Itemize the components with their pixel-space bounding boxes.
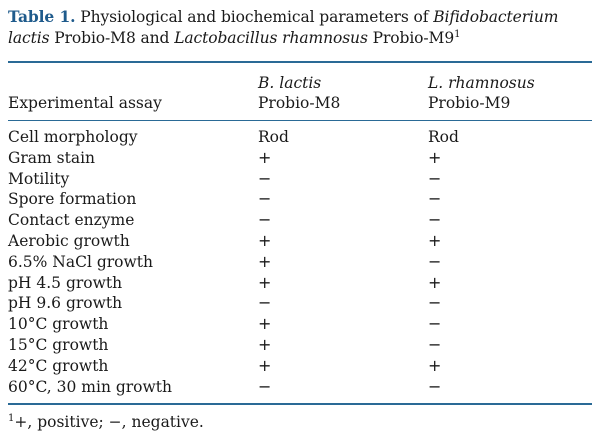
cell-assay: 15°C growth: [8, 335, 109, 354]
cell-assay: Cell morphology: [8, 128, 138, 146]
cell-probio-m8: +: [258, 334, 272, 354]
cell-assay: 10°C growth: [8, 315, 109, 334]
header-row-species: [8, 63, 592, 93]
cell-probio-m8: −: [258, 168, 272, 188]
header-col2-species: B. lactis: [258, 74, 322, 92]
cell-probio-m8: +: [258, 147, 272, 167]
cell-probio-m8: −: [258, 293, 272, 313]
cell-probio-m8: +: [258, 251, 272, 271]
cell-probio-m9: −: [428, 251, 442, 271]
cell-probio-m9: −: [428, 293, 442, 313]
caption-text-a: Physiological and biochemical parameters of: [75, 8, 434, 26]
header-row-strain: [8, 93, 592, 116]
cell-probio-m9: +: [428, 272, 442, 292]
cell-probio-m9: −: [428, 210, 442, 230]
header-spacer: [8, 63, 258, 93]
cell-assay: Contact enzyme: [8, 211, 135, 230]
cell-assay: Spore formation: [8, 190, 137, 209]
cell-assay: Aerobic growth: [8, 231, 130, 250]
caption-organism-1b: lactis: [8, 29, 50, 47]
cell-assay: pH 9.6 growth: [8, 294, 123, 313]
cell-probio-m9: −: [428, 189, 442, 209]
cell-probio-m8: +: [258, 355, 272, 375]
table-header: [8, 63, 592, 116]
cell-probio-m8: −: [258, 210, 272, 230]
table-row: [8, 377, 592, 398]
cell-probio-m8: +: [258, 230, 272, 250]
table-row: [8, 210, 592, 231]
table-row: [8, 335, 592, 356]
cell-probio-m9: +: [428, 147, 442, 167]
table-caption: [8, 6, 592, 49]
cell-assay: pH 4.5 growth: [8, 273, 123, 292]
table-row: [8, 356, 592, 377]
cell-probio-m9: Rod: [428, 128, 459, 146]
table-row: [8, 273, 592, 294]
caption-organism-1a: Bifidobacterium: [433, 8, 559, 26]
footnote-marker: 1: [8, 413, 15, 425]
table-row: [8, 252, 592, 273]
cell-probio-m8: +: [258, 272, 272, 292]
parameters-table-body: [8, 121, 592, 397]
cell-probio-m9: −: [428, 168, 442, 188]
cell-probio-m9: +: [428, 230, 442, 250]
cell-assay: 6.5% NaCl growth: [8, 252, 153, 271]
table-row: [8, 121, 592, 148]
cell-probio-m8: +: [258, 314, 272, 334]
cell-probio-m8: −: [258, 189, 272, 209]
table-body: [8, 121, 592, 397]
table-row: [8, 189, 592, 210]
cell-probio-m9: −: [428, 334, 442, 354]
header-col3-strain: Probio-M9: [428, 94, 511, 112]
table-row: [8, 148, 592, 169]
cell-assay: Motility: [8, 169, 70, 188]
table-row: [8, 231, 592, 252]
cell-probio-m8: −: [258, 376, 272, 396]
caption-strain-2: Probio-M9: [367, 29, 455, 47]
cell-probio-m8: Rod: [258, 128, 289, 146]
caption-organism-2: Lactobacillus rhamnosus: [174, 29, 368, 47]
table-row: [8, 169, 592, 190]
cell-probio-m9: −: [428, 314, 442, 334]
bottom-rule: [8, 403, 592, 405]
cell-assay: 42°C growth: [8, 356, 109, 375]
footnote-text: +, positive; −, negative.: [14, 413, 204, 432]
table-row: [8, 314, 592, 335]
cell-assay: 60°C, 30 min growth: [8, 377, 172, 396]
parameters-table: [8, 63, 592, 116]
header-col3-species: L. rhamnosus: [428, 74, 535, 92]
cell-probio-m9: +: [428, 355, 442, 375]
caption-footnote-marker: 1: [454, 28, 461, 40]
caption-strain-1: Probio-M8 and: [49, 29, 175, 47]
header-col1-label: Experimental assay: [8, 94, 162, 112]
table-row: [8, 293, 592, 314]
table-label: Table 1.: [8, 7, 76, 26]
table-footnote: [8, 409, 592, 432]
table-figure: [8, 6, 592, 433]
header-col2-strain: Probio-M8: [258, 94, 341, 112]
cell-assay: Gram stain: [8, 148, 96, 167]
cell-probio-m9: −: [428, 376, 442, 396]
